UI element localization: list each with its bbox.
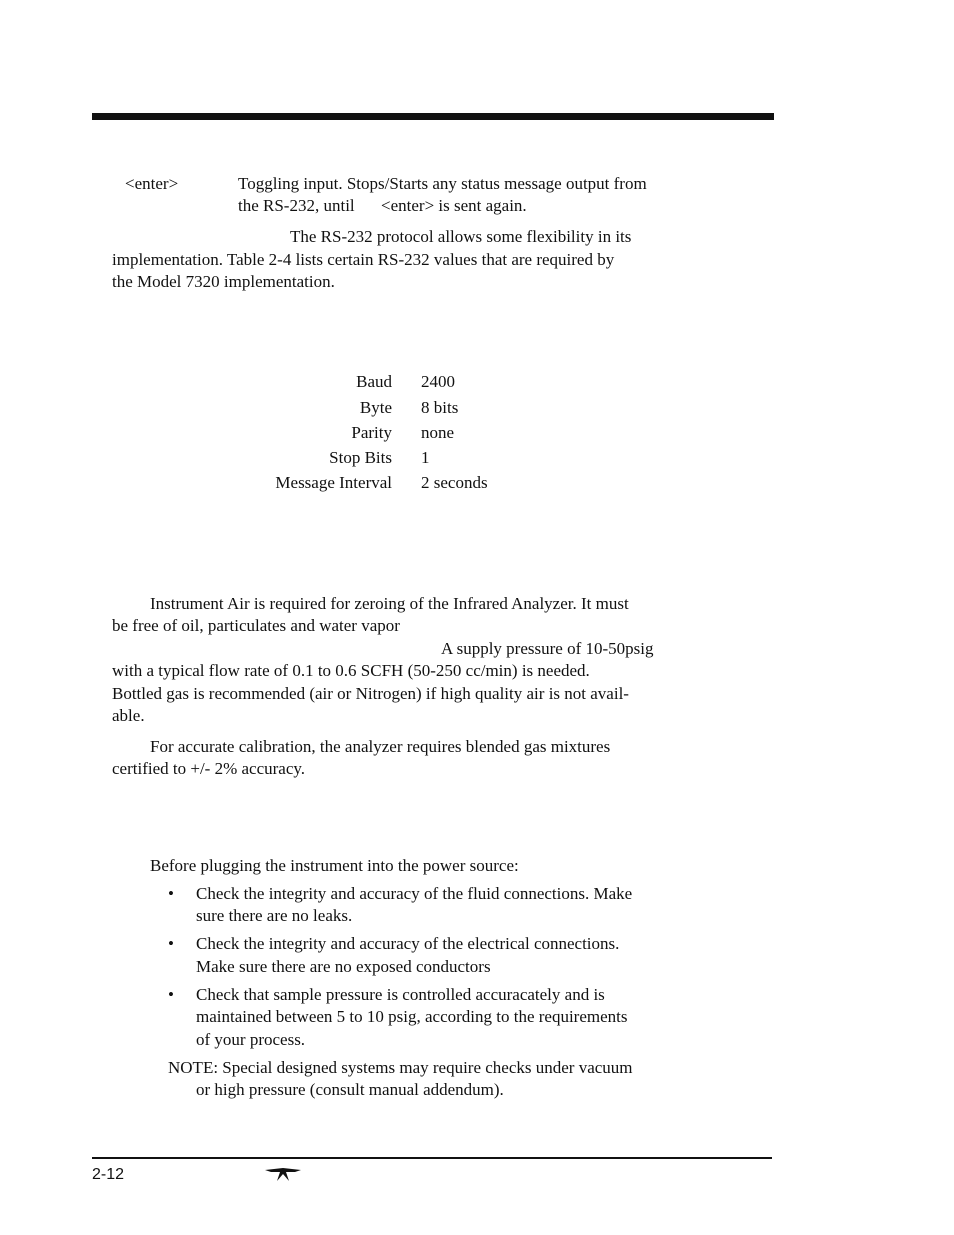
table-row-label: Message Interval [275,473,392,492]
table-row-label: Parity [351,423,392,442]
air-line1: Instrument Air is required for zeroing of the Infrared Analyzer. It must [150,594,629,613]
checklist-item-line: maintained between 5 to 10 psig, according to the requirements [196,1007,628,1026]
checklist-item-line: Check the integrity and accuracy of the fluid connections. Make [196,884,633,903]
checklist-intro: Before plugging the instrument into the power source: [150,856,519,875]
calibration-line2: certified to +/- 2% accuracy. [112,759,306,778]
header-rule [92,113,774,120]
table-row-value: 2 seconds [421,473,488,492]
rs232-intro-line3: the Model 7320 implementation. [112,272,335,291]
checklist-item-line: Make sure there are no exposed conductors [196,957,491,976]
footer-rule [92,1157,772,1159]
command-desc-line2b: <enter> is sent again. [381,196,527,215]
note-line2: or high pressure (consult manual addendum). [196,1080,504,1099]
checklist-item-line: Check the integrity and accuracy of the electrical connections. [196,934,620,953]
bullet-icon: • [168,934,174,953]
checklist-item-line: Check that sample pressure is controlled accuracately and is [196,985,605,1004]
air-line5: Bottled gas is recommended (air or Nitrogen) if high quality air is not avail- [112,684,629,703]
checklist-item-line: sure there are no leaks. [196,906,353,925]
table-row-value: 2400 [421,372,455,391]
command-desc-line2a: the RS-232, until [238,196,355,215]
table-row-value: 1 [421,448,430,467]
bullet-icon: • [168,985,174,1004]
table-row-value: 8 bits [421,398,459,417]
table-row-value: none [421,423,455,442]
page-number: 2-12 [92,1166,125,1183]
checklist-item-line: of your process. [196,1030,306,1049]
calibration-line1: For accurate calibration, the analyzer requires blended gas mixtures [150,737,611,756]
air-line2: be free of oil, particulates and water vapor [112,616,400,635]
note-line1: NOTE: Special designed systems may require checks under vacuum [168,1058,633,1077]
command-key: <enter> [125,174,179,193]
table-row-label: Byte [359,398,392,417]
command-desc-line1: Toggling input. Stops/Starts any status message output from [238,174,647,193]
bullet-icon: • [168,884,174,903]
teledyne-logo-icon [265,1166,301,1182]
rs232-intro-line1: The RS-232 protocol allows some flexibility in its [290,227,632,246]
air-line4: with a typical flow rate of 0.1 to 0.6 SCFH (50-250 cc/min) is needed. [112,661,590,680]
air-line3: A supply pressure of 10-50psig [441,639,654,658]
table-row-label: Baud [356,372,392,391]
table-row-label: Stop Bits [329,448,392,467]
air-line6: able. [112,706,145,725]
rs232-intro-line2: implementation. Table 2-4 lists certain RS-232 values that are required by [112,250,615,269]
